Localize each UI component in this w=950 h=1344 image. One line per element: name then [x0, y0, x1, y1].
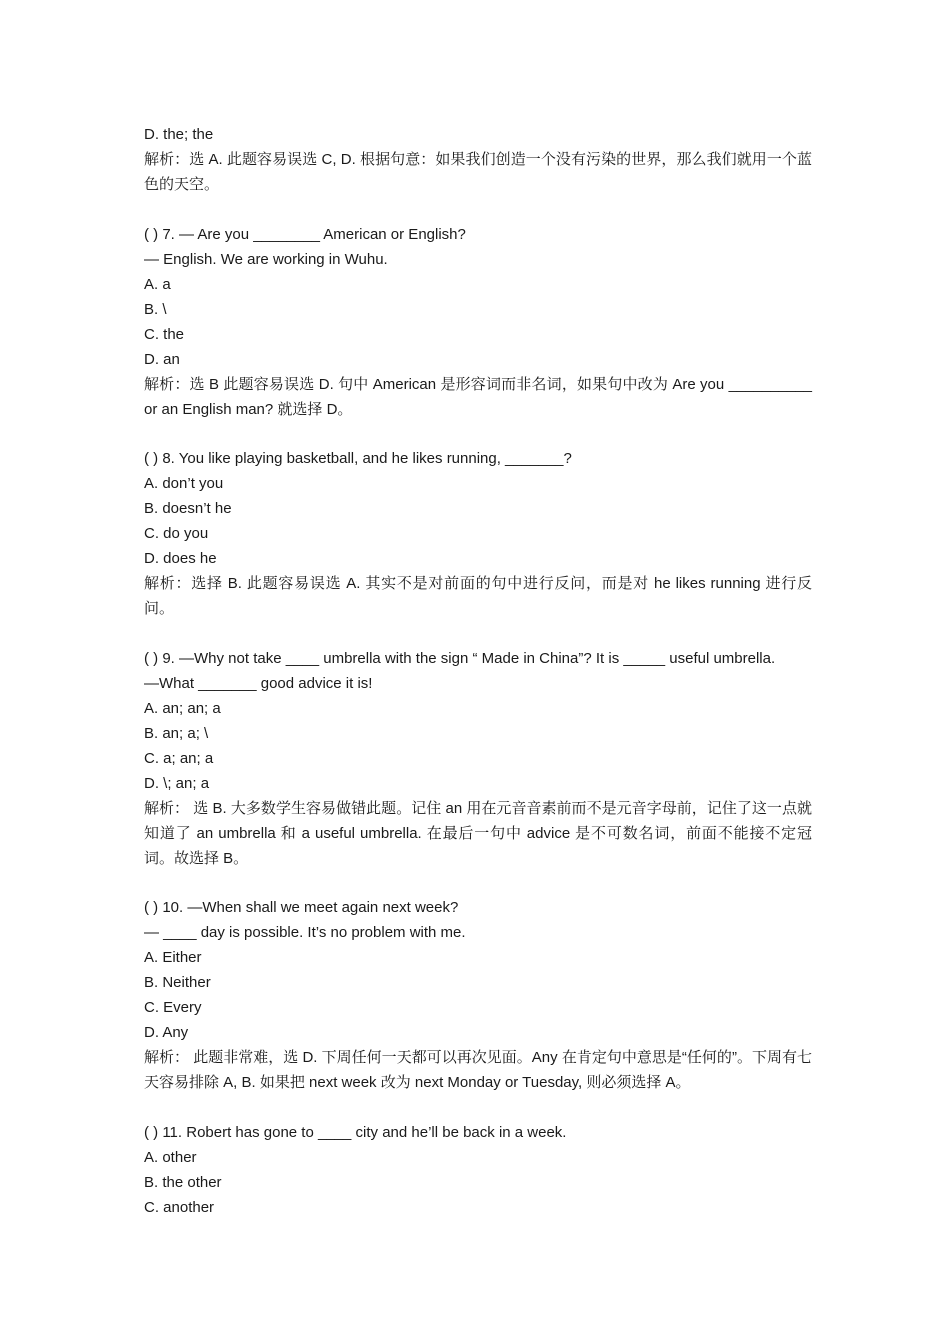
option-c: C. another: [144, 1198, 215, 1216]
option-a: A. other: [144, 1148, 197, 1166]
question-7: [144, 222, 812, 422]
option-a: A. Either: [144, 949, 202, 966]
option-c: C. Every: [144, 999, 202, 1016]
option-b: B. an; a; \: [144, 724, 209, 742]
question-stem: ( ) 9. —Why not take ____ umbrella with the sign “ Made in China”? It is _____ useful umbrella.: [144, 649, 776, 667]
question-9: [144, 646, 812, 871]
paragraph-gap: [144, 422, 812, 447]
option-a: A. don’t you: [144, 475, 224, 492]
option-b: B. \: [144, 300, 167, 318]
paragraph-gap: [144, 197, 812, 222]
question-stem: ( ) 8. You like playing basketball, and he likes running, _______?: [144, 450, 572, 467]
explanation-text: 解析： 此题非常难，选 D. 下周任何一天都可以再次见面。Any 在肯定句中意思是“任何的”。下周有七天容易排除 A, B. 如果把 next week 改为 next Monday or Tuesday, 则必须选择 A。: [144, 1049, 812, 1091]
explanation-text: 解析： 选 B. 大多数学生容易做错此题。记住 an 用在元音音素前而不是元音字母前，记住了这一点就知道了 an umbrella 和 a useful umbrella. 在最后一句中 advice 是不可数名词，前面不能接不定冠词。故选择 B。: [144, 799, 812, 867]
question-reply: — ____ day is possible. It’s no problem with me.: [144, 924, 466, 941]
option-d: D. an: [144, 350, 180, 368]
option-c: C. a; an; a: [144, 749, 214, 767]
question-10: [144, 895, 812, 1095]
explanation-text: 解析：选 B 此题容易误选 D. 句中 American 是形容词而非名词，如果句中改为 Are you __________ or an English man? 就选择 D。: [144, 375, 812, 418]
explanation-text: 解析：选 A. 此题容易误选 C, D. 根据句意：如果我们创造一个没有污染的世界，那么我们就用一个蓝色的天空。: [144, 151, 812, 193]
paragraph-gap: [144, 621, 812, 646]
paragraph-gap: [144, 1095, 812, 1120]
question-stem: ( ) 10. —When shall we meet again next week?: [144, 899, 459, 916]
option-d: D. the; the: [144, 126, 214, 143]
option-b: B. Neither: [144, 974, 211, 991]
option-c: C. the: [144, 325, 185, 343]
question-stem: ( ) 7. — Are you ________ American or English?: [144, 225, 466, 243]
paragraph-gap: [144, 871, 812, 896]
question-11: [144, 1120, 812, 1220]
option-d: D. does he: [144, 550, 217, 567]
option-b: B. doesn’t he: [144, 500, 232, 517]
option-c: C. do you: [144, 525, 209, 542]
option-d: D. \; an; a: [144, 774, 210, 792]
option-d: D. Any: [144, 1024, 189, 1041]
question-stem: ( ) 11. Robert has gone to ____ city and he’ll be back in a week.: [144, 1123, 567, 1141]
document-page: [144, 122, 812, 1220]
option-a: A. an; an; a: [144, 699, 221, 717]
option-a: A. a: [144, 275, 171, 293]
explanation-text: 解析：选择 B. 此题容易误选 A. 其实不是对前面的句中进行反问，而是对 he likes running 进行反问。: [144, 575, 812, 617]
question-reply: — English. We are working in Wuhu.: [144, 250, 388, 268]
question-reply: —What _______ good advice it is!: [144, 674, 373, 692]
question-8: [144, 446, 812, 621]
question-6-tail: [144, 122, 812, 197]
option-b: B. the other: [144, 1173, 222, 1191]
